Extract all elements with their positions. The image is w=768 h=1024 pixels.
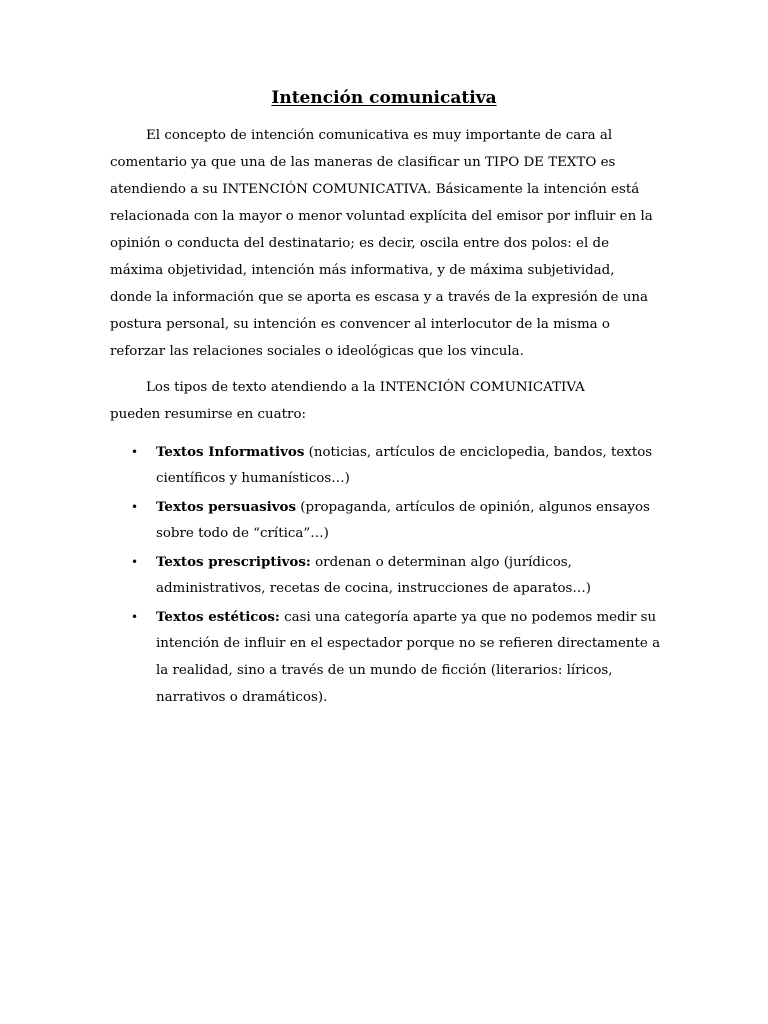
bullet-dot: • [131,445,139,459]
paragraph-1-line: postura personal, su intención es convencer al interlocutor de la misma o [110,317,610,332]
list-item-term: Textos prescriptivos: [156,554,311,570]
page-title [0,86,768,110]
list-item-line: la realidad, sino a través de un mundo de ficción (literarios: líricos, [156,663,613,678]
paragraph-1-line: opinión o conducta del destinatario; es decir, oscila entre dos polos: el de [110,236,610,251]
paragraph-1-line: máxima objetividad, intención más informativa, y de máxima subjetividad, [110,263,615,278]
list-item-line: narrativos o dramáticos). [156,690,328,705]
list-item-line [156,607,656,628]
list-item-line [156,497,650,518]
paragraph-2-line: pueden resumirse en cuatro: [110,407,307,422]
paragraph-1-line: relacionada con la mayor o menor voluntad explícita del emisor por influir en la [110,209,653,224]
paragraph-1-line: atendiendo a su INTENCIÓN COMUNICATIVA. Básicamente la intención está [110,182,640,197]
list-item-text: (noticias, artículos de enciclopedia, bandos, textos [304,445,653,460]
list-item-term: Textos persuasivos [156,499,297,515]
list-item-term: Textos Informativos [156,444,305,460]
paragraph-1-line: El concepto de intención comunicativa es muy importante de cara al [146,128,613,143]
paragraph-1-line: reforzar las relaciones sociales o ideológicas que los vincula. [110,344,524,359]
list-item-term: Textos estéticos: [156,609,280,625]
bullet-dot: • [131,555,139,569]
list-item-text: ordenan o determinan algo (jurídicos, [310,555,572,570]
page-title-text: Intención comunicativa [271,88,497,108]
list-item-line: intención de influir en el espectador porque no se refieren directamente a [156,636,661,651]
list-item-line: científicos y humanísticos…) [156,471,350,486]
paragraph-2-line: Los tipos de texto atendiendo a la INTENCIÓN COMUNICATIVA [146,380,585,395]
list-item-line: sobre todo de “crítica”…) [156,526,329,541]
list-item-text: (propaganda, artículos de opinión, algunos ensayos [296,500,650,515]
paragraph-1-line: donde la información que se aporta es escasa y a través de la expresión de una [110,290,648,305]
list-item-text: casi una categoría aparte ya que no podemos medir su [279,610,657,625]
list-item-line [156,442,652,463]
paragraph-1-line: comentario ya que una de las maneras de clasificar un TIPO DE TEXTO es [110,155,616,170]
list-item-line: administrativos, recetas de cocina, instrucciones de aparatos…) [156,581,592,596]
list-item-line [156,552,572,573]
bullet-dot: • [131,610,139,624]
bullet-dot: • [131,500,139,514]
